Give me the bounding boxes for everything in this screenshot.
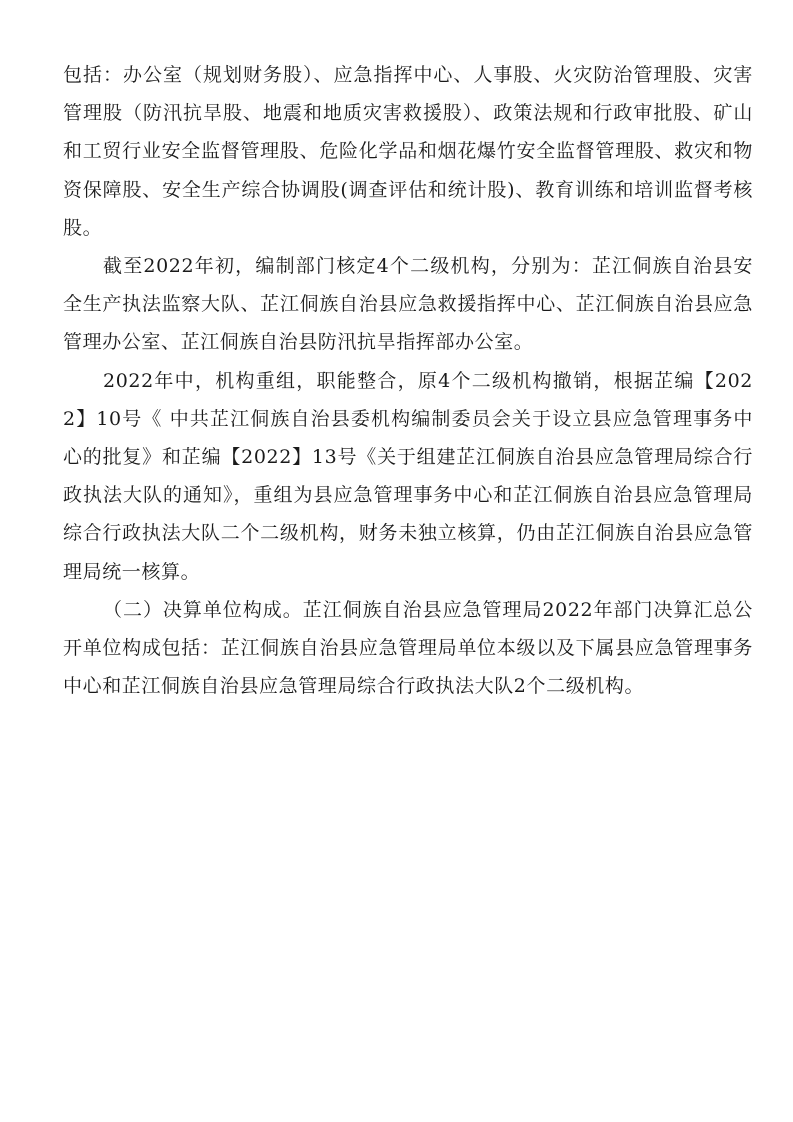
paragraph-early-2022-institutions: 截至2022年初，编制部门核定4个二级机构，分别为：芷江侗族自治县安全生产执法监察大队、芷江侗族自治县应急救援指挥中心、芷江侗族自治县应急管理办公室、芷江侗族自治县防汛抗旱指挥部办公室。	[63, 255, 753, 354]
paragraph-mid-2022-reorganization: 2022年中，机构重组，职能整合，原4个二级机构撤销，根据芷编【2022】10号《 中共芷江侗族自治县委机构编制委员会关于设立县应急管理事务中心的批复》和芷编【2022】13号《关于组建芷江侗族自治县应急管理局综合行政执法大队的通知》，重组为县应急管理事务中心和芷江侗族自治县应急管理局综合行政执法大队二个二级机构，财务未独立核算，仍由芷江侗族自治县应急管理局统一核算。	[63, 369, 753, 583]
paragraph-final-account-units: （二）决算单位构成。芷江侗族自治县应急管理局2022年部门决算汇总公开单位构成包括：芷江侗族自治县应急管理局单位本级以及下属县应急管理事务中心和芷江侗族自治县应急管理局综合行政执法大队2个二级机构。	[63, 598, 753, 698]
document-body	[63, 56, 753, 705]
paragraph-department-list: 包括：办公室（规划财务股）、应急指挥中心、人事股、火灾防治管理股、灾害管理股（防汛抗旱股、地震和地质灾害救援股）、政策法规和行政审批股、矿山和工贸行业安全监督管理股、危险化学品和烟花爆竹安全监督管理股、救灾和物资保障股、安全生产综合协调股(调查评估和统计股)、教育训练和培训监督考核股。	[63, 64, 753, 239]
